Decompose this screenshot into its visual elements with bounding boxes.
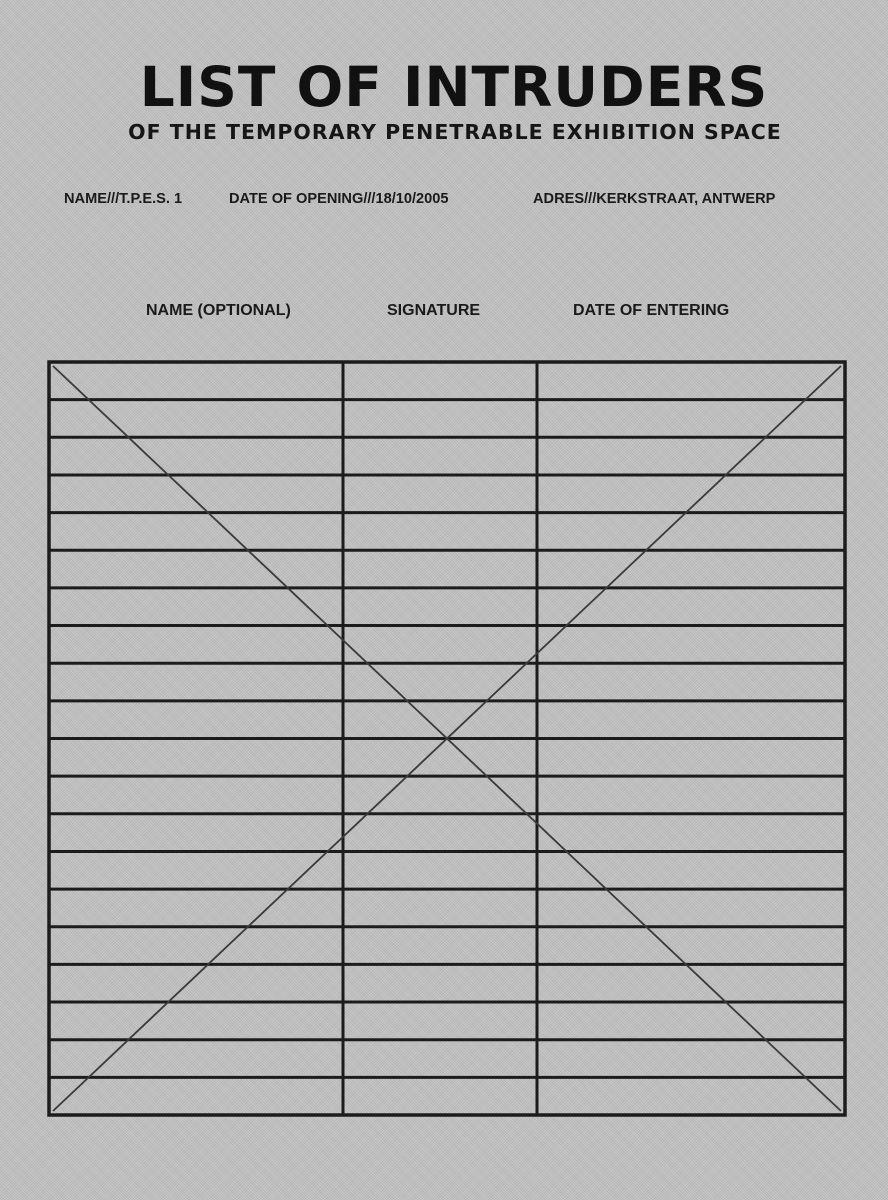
column-header-name: NAME (OPTIONAL) [146,302,291,319]
column-header-signature: SIGNATURE [387,302,481,319]
exhibition-name: NAME///T.P.E.S. 1 [64,191,183,207]
document-title: LIST OF INTRUDERS [139,55,769,119]
column-header-date-of-entering: DATE OF ENTERING [573,302,730,319]
date-of-opening: DATE OF OPENING///18/10/2005 [229,191,449,207]
document-subtitle: OF THE TEMPORARY PENETRABLE EXHIBITION SPACE [128,120,782,144]
exhibition-address: ADRES///KERKSTRAAT, ANTWERP [533,191,776,207]
